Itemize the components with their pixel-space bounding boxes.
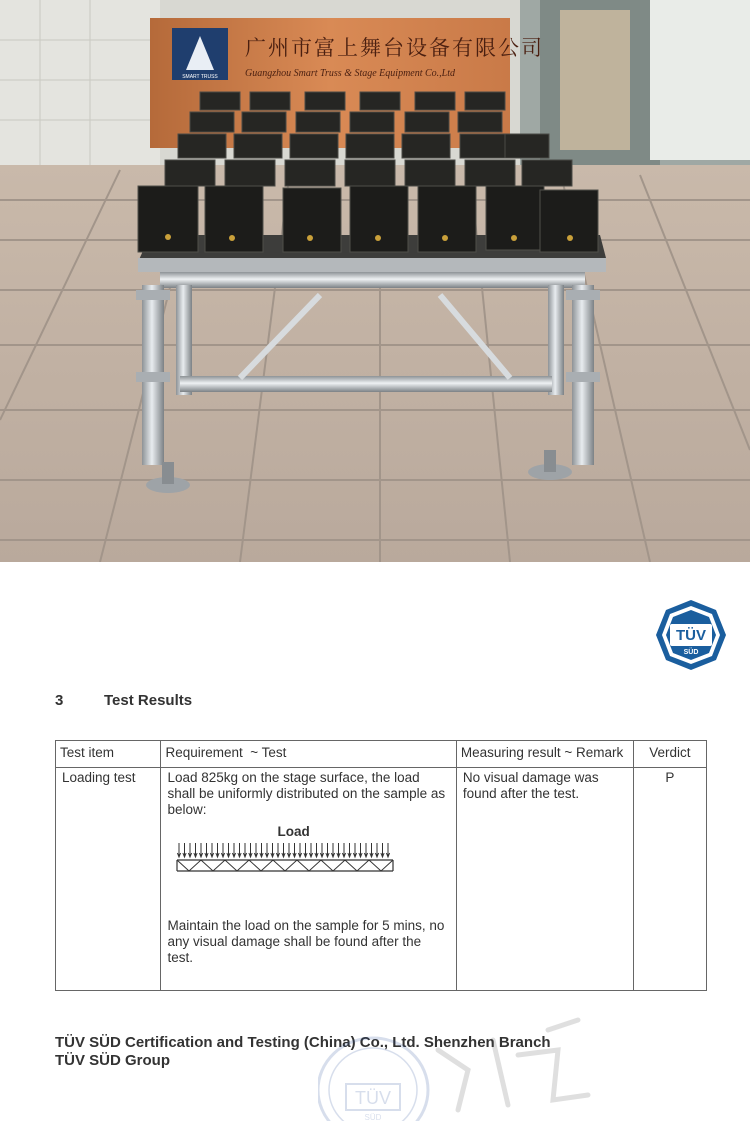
load-label: Load <box>277 824 310 839</box>
section-number: 3 <box>55 692 64 709</box>
faded-tuv-stamp-watermark <box>318 1010 608 1121</box>
stamp-brand-text: TÜV <box>355 1088 391 1108</box>
test-results-table <box>55 740 707 991</box>
photo-illustration <box>0 0 750 562</box>
banner-chinese-text: 广州市富上舞台设备有限公司 <box>245 36 544 60</box>
distributed-load-truss-diagram <box>175 841 395 875</box>
tuv-sud-logo <box>654 598 728 672</box>
requirement-text: Load 825kg on the stage surface, the load shall be uniformly distributed on the sample as below: <box>167 770 446 817</box>
section-title: Test Results <box>104 692 193 709</box>
test-item-text: Loading test <box>62 770 136 785</box>
header-measuring-result: Measuring result ~ Remark <box>456 741 633 768</box>
cell-measuring-result <box>456 768 633 991</box>
banner-english-text: Guangzhou Smart Truss & Stage Equipment Co.,Ltd <box>245 68 456 79</box>
footer-company: TÜV SÜD Certification and Testing (China) Co., Ltd. Shenzhen Branch <box>55 1034 551 1051</box>
header-test-item: Test item <box>56 741 161 768</box>
logo-brand-text: TÜV <box>676 627 706 644</box>
measuring-result-text: No visual damage was found after the test. <box>462 770 599 801</box>
verdict-text: P <box>665 770 675 785</box>
table-header-row <box>56 741 707 768</box>
section-heading <box>55 692 192 709</box>
header-requirement: Requirement ~ Test <box>161 741 456 768</box>
footer-group: TÜV SÜD Group <box>55 1052 170 1069</box>
header-verdict: Verdict <box>633 741 706 768</box>
load-diagram <box>175 841 449 878</box>
cell-test-item <box>56 768 161 991</box>
logo-sub-text: SÜD <box>683 649 699 656</box>
maintain-load-text: Maintain the load on the sample for 5 mins, no any visual damage shall be found after the test. <box>167 918 445 965</box>
stage-load-test-photo <box>0 0 750 562</box>
stamp-sub-text: SÜD <box>364 1113 382 1121</box>
banner-logo-caption: SMART TRUSS <box>182 74 218 80</box>
cell-requirement <box>161 768 456 991</box>
cell-verdict <box>633 768 706 991</box>
table-row <box>56 768 707 991</box>
